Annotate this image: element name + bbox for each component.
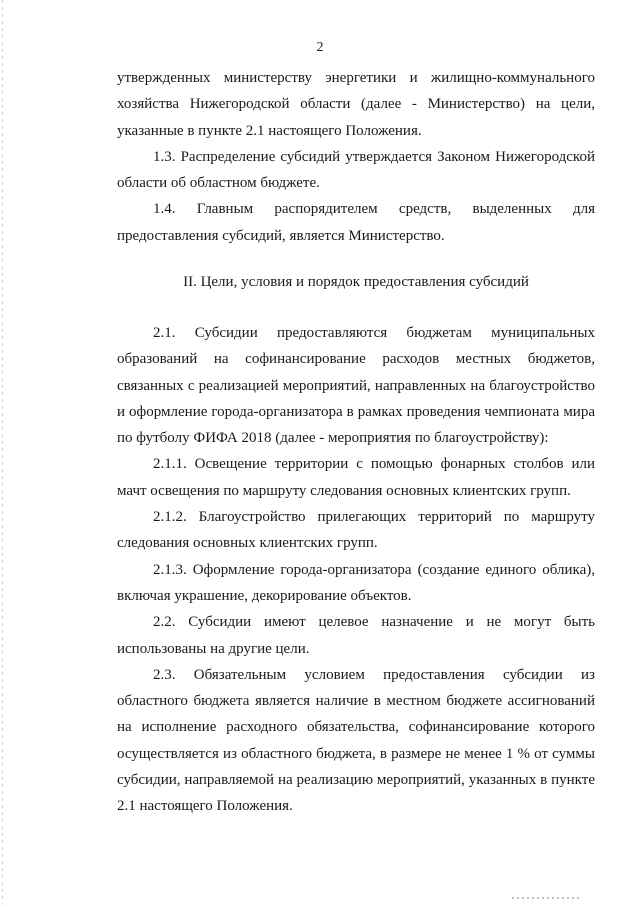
paragraph-2-2: 2.2. Субсидии имеют целевое назначение и не могут быть использованы на другие цели.	[117, 614, 595, 657]
paragraph-1-4: 1.4. Главным распорядителем средств, выделенных для предоставления субсидий, является Министерство.	[117, 201, 595, 244]
section-heading-block	[117, 269, 595, 295]
scan-edge	[2, 0, 3, 905]
paragraph-2-1-1: 2.1.1. Освещение территории с помощью фонарных столбов или мачт освещения по маршруту следования основных клиентских групп.	[117, 456, 595, 499]
paragraph-2-1-3: 2.1.3. Оформление города-организатора (создание единого облика), включая украшение, декорирование объектов.	[117, 561, 595, 604]
paragraph-2-3: 2.3. Обязательным условием предоставления субсидии из областного бюджета является наличие в местном бюджете ассигнований на исполнение расходного обязательства, софинансирование которого осуществляется из областного бюджета, в размере не менее 1 % от суммы субсидии, направляемой на реализацию мероприятий, указанных в пункте 2.1 настоящего Положения.	[117, 666, 595, 815]
paragraph-2-1-2: 2.1.2. Благоустройство прилегающих территорий по маршруту следования основных клиентских групп.	[117, 509, 595, 552]
scan-artifact	[512, 897, 582, 899]
body-top	[117, 65, 595, 249]
paragraph-1-3: 1.3. Распределение субсидий утверждается Законом Нижегородской области об областном бюджете.	[117, 148, 595, 192]
paragraph-continuation: утвержденных министерству энергетики и жилищно-коммунального хозяйства Нижегородской области (далее - Министерство) на цели, указанные в пункте 2.1 настоящего Положения.	[117, 70, 595, 139]
section-heading: II. Цели, условия и порядок предоставления субсидий	[183, 274, 529, 290]
paragraph-2-1: 2.1. Субсидии предоставляются бюджетам муниципальных образований на софинансирование расходов местных бюджетов, связанных с реализацией мероприятий, направленных на благоустройство и оформление города-организатора в рамках проведения чемпионата мира по футболу ФИФА 2018 (далее - мероприятия по благоустройству):	[117, 325, 595, 447]
page-number: 2	[316, 40, 324, 55]
body-bottom	[117, 320, 595, 820]
